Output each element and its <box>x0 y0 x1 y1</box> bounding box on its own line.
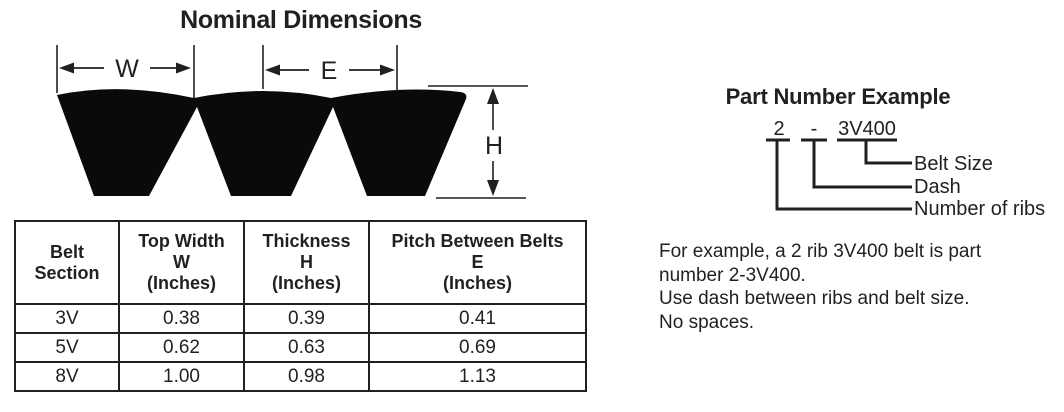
callout-connector-lines <box>777 140 912 209</box>
cell-thickness: 0.39 <box>244 304 369 333</box>
cell-thickness: 0.63 <box>244 333 369 362</box>
part-number-dash-value: - <box>810 118 818 140</box>
part-number-notes <box>659 240 1059 334</box>
cell-pitch: 0.69 <box>369 333 586 362</box>
cell-pitch: 1.13 <box>369 362 586 391</box>
col-header-pitch: Pitch Between Belts E (Inches) <box>369 221 586 304</box>
arrowhead-down-icon <box>487 180 499 196</box>
belt-profile-shape <box>57 89 466 196</box>
cell-top-width: 1.00 <box>119 362 244 391</box>
table-row <box>15 362 586 391</box>
belt-dimensions-table <box>14 220 587 392</box>
col-header-thickness: Thickness H (Inches) <box>244 221 369 304</box>
table-row <box>15 333 586 362</box>
arrowhead-right-icon <box>176 63 191 74</box>
cell-belt-section: 5V <box>15 333 119 362</box>
nominal-dimensions-title: Nominal Dimensions <box>180 6 422 34</box>
belt-cross-section-diagram <box>0 0 570 215</box>
cell-belt-section: 8V <box>15 362 119 391</box>
notes-line: number 2-3V400. <box>659 264 806 286</box>
notes-line: No spaces. <box>659 311 755 333</box>
part-number-breakdown-diagram <box>700 112 1064 225</box>
callout-dash-label: Dash <box>914 176 961 198</box>
table-header-row <box>15 221 586 304</box>
col-header-belt-section: Belt Section <box>15 221 119 304</box>
table-row <box>15 304 586 333</box>
callout-belt-size-label: Belt Size <box>914 153 993 175</box>
cell-pitch: 0.41 <box>369 304 586 333</box>
arrowhead-left-icon <box>59 63 74 74</box>
part-number-belt-size-value: 3V400 <box>838 118 896 140</box>
w-dimension-label: W <box>115 55 139 83</box>
arrowhead-right-icon <box>380 65 395 76</box>
notes-line: For example, a 2 rib 3V400 belt is part <box>659 241 982 262</box>
notes-line: Use dash between ribs and belt size. <box>659 288 970 309</box>
col-header-top-width: Top Width W (Inches) <box>119 221 244 304</box>
part-number-example-title: Part Number Example <box>725 84 951 109</box>
cell-top-width: 0.38 <box>119 304 244 333</box>
arrowhead-left-icon <box>265 65 280 76</box>
cell-top-width: 0.62 <box>119 333 244 362</box>
arrowhead-up-icon <box>487 88 499 104</box>
h-dimension-label: H <box>484 132 504 160</box>
e-dimension-label: E <box>320 57 338 85</box>
callout-number-of-ribs-label: Number of ribs <box>914 198 1046 220</box>
cell-thickness: 0.98 <box>244 362 369 391</box>
cell-belt-section: 3V <box>15 304 119 333</box>
part-number-ribs-value: 2 <box>773 118 785 140</box>
